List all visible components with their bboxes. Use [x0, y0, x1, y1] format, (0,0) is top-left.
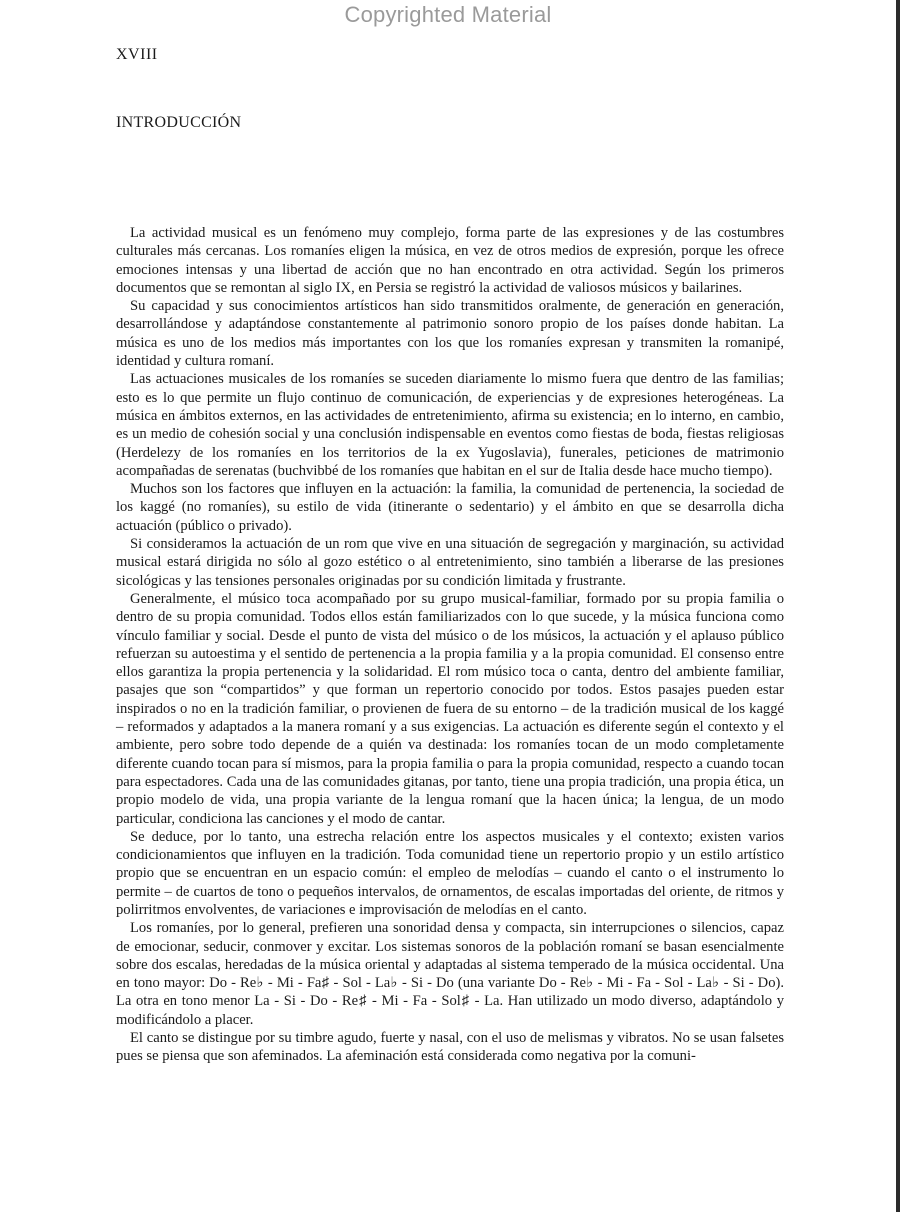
paragraph: Generalmente, el músico toca acompañado por su grupo musical-familiar, formado por su propia familia o dentro de su propia comunidad. Todos ellos están familiarizados con lo que sucede, y la música funciona como vínculo familiar y social. Desde el punto de vista del músico o de los músicos, la actuación y el aplauso público refuerzan su autoestima y el sentido de pertenencia a la propia familia y a la propia comunidad. El consenso entre ellos garantiza la propia pertenencia y la solidaridad. El rom músico toca o canta, dentro del ambiente familiar, pasajes que son “compartidos” y que forman un repertorio conocido por todos. Estos pasajes pueden estar inspirados o no en la tradición familiar, o provienen de fuera de su entorno – de la tradición musical de los kaggé – reformados y adaptados a la manera romaní y a sus exigencias. La actuación es diferente según el contexto y el ambiente, pero sobre todo depende de a quién va destinada: los romaníes tocan de un modo completamente diferente cuando tocan para sí mismos, para la propia familia o para la propia comunidad, respecto a cuando tocan para espectadores. Cada una de las comunidades gitanas, por tanto, tiene una propia tradición, una propia ética, un propio modelo de vida, una propia variante de la lengua romaní que la hacen única; la lengua, de un modo particular, condiciona las canciones y el modo de cantar. [116, 590, 784, 827]
paragraph: Muchos son los factores que influyen en la actuación: la familia, la comunidad de pertenencia, la sociedad de los kaggé (no romaníes), su estilo de vida (itinerante o sedentario) y el ámbito en que se desarrolla dicha actuación (público o privado). [116, 481, 784, 534]
paragraph: Los romaníes, por lo general, prefieren una sonoridad densa y compacta, sin interrupciones o silencios, capaz de emocionar, seducir, conmover y excitar. Los sistemas sonoros de la población romaní se basan esencialmente sobre dos escalas, heredadas de la música oriental y adaptadas al sistema temperado de la música occidental. Una en tono mayor: Do - Re♭ - Mi - Fa♯ - Sol - La♭ - Si - Do (una variante Do - Re♭ - Mi - Fa - Sol - La♭ - Si - Do). La otra en tono menor La - Si - Do - Re♯ - Mi - Fa - Sol♯ - La. Han utilizado un modo diverso, adaptándolo y modificándolo a placer. [116, 920, 784, 1028]
paragraph: Si consideramos la actuación de un rom que vive en una situación de segregación y marginación, su actividad musical estará dirigida no sólo al gozo estético o al entretenimiento, sino también a liberarse de las presiones sicológicas y las tensiones personales originadas por su condición limitada y frustrante. [116, 536, 784, 589]
chapter-title: INTRODUCCIÓN [116, 114, 242, 131]
paragraph: Su capacidad y sus conocimientos artísticos han sido transmitidos oralmente, de generación en generación, desarrollándose y adaptándose constantemente al patrimonio sonoro propio de los países donde habitan. La música es uno de los medios más importantes con los que los romaníes expresan y transmiten la romanipé, identidad y cultura romaní. [116, 298, 784, 370]
paragraph: Se deduce, por lo tanto, una estrecha relación entre los aspectos musicales y el contexto; existen varios condicionamientos que influyen en la tradición. Toda comunidad tiene un repertorio propio y un estilo artístico propio que se encuentran en un espacio común: el empleo de melodías – cuando el canto o el instrumento lo permite – de cuartos de tono o pequeños intervalos, de ornamentos, de escalas importadas del oriente, de ritmos y polirritmos envolventes, de variaciones e improvisación de melodías en el canto. [116, 828, 784, 918]
body-text [116, 224, 784, 1066]
viewer-scrollbar-edge [896, 0, 900, 1212]
paragraph: El canto se distingue por su timbre agudo, fuerte y nasal, con el uso de melismas y vibratos. No se usan falsetes pues se piensa que son afeminados. La afeminación está considerada como negativa por la comuni- [116, 1030, 784, 1065]
copyright-watermark: Copyrighted Material [344, 2, 552, 27]
paragraph: Las actuaciones musicales de los romaníes se suceden diariamente lo mismo fuera que dentro de las familias; esto es lo que permite un flujo continuo de comunicación, de experiencias y de expresiones heterogéneas. La música en ámbitos externos, en las actividades de entretenimiento, afirma su existencia; en lo interno, en cambio, es un medio de cohesión social y una conclusión indispensable en eventos como fiestas de boda, fiestas religiosas (Herdelezy de los romaníes en los territorios de la ex Yugoslavia), funerales, peticiones de matrimonio acompañadas de serenatas (buchvibbé de los romaníes que habitan en el sur de Italia desde hace mucho tiempo). [116, 371, 784, 479]
paragraph: La actividad musical es un fenómeno muy complejo, forma parte de las expresiones y de las costumbres culturales más cercanas. Los romaníes eligen la música, en vez de otros medios de expresión, porque les ofrece emociones intensas y una libertad de acción que no han encontrado en otra actividad. Según los primeros documentos que se remontan al siglo IX, en Persia se registró la actividad de valiosos músicos y bailarines. [116, 225, 784, 296]
page-number: XVIII [116, 46, 158, 63]
